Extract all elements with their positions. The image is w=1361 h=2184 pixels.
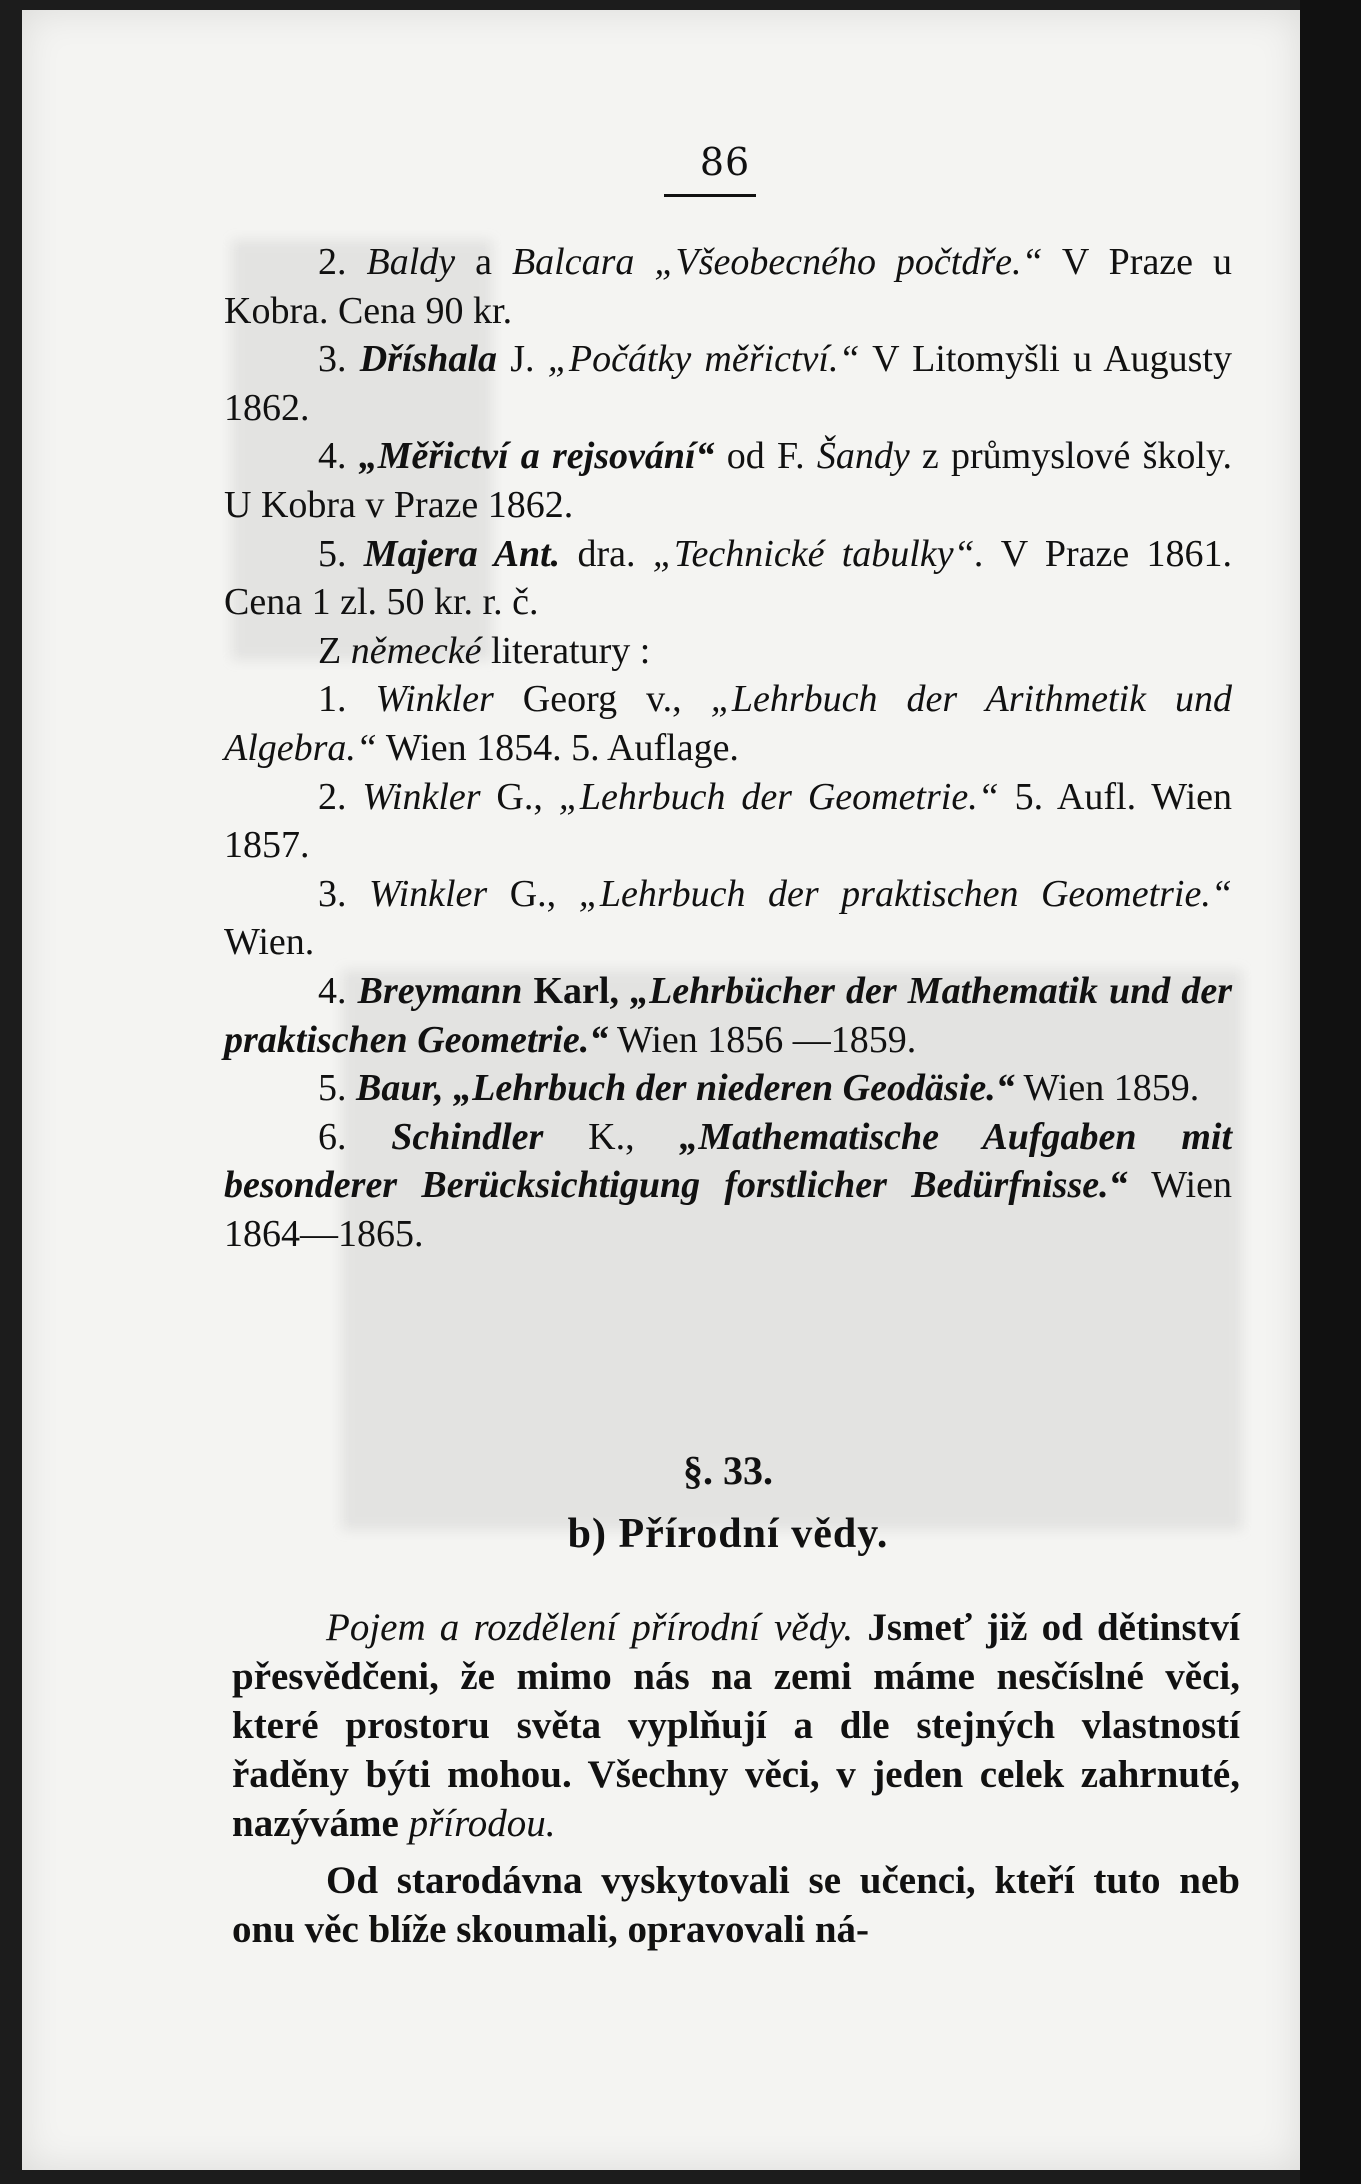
bibliography-entry: 2. Winkler G., „Lehrbuch der Geometrie.“ 5. Aufl. Wien 1857. (224, 775, 1233, 867)
bibliography-entry: 6. Schindler K., „Mathematische Aufgaben mit besonderer Berücksichtigung forstlicher Bedürfnisse.“ Wien 1864—1865. (224, 1115, 1232, 1255)
bibliography-list (224, 238, 1232, 1258)
bibliography-entry: 5. Majera Ant. dra. „Technické tabulky“. V Praze 1861. Cena 1 zl. 50 kr. r. č. (224, 532, 1232, 624)
body-text (232, 1603, 1240, 1962)
section-number: §. 33. (683, 1448, 773, 1493)
bibliography-entry: 1. Winkler Georg v., „Lehrbuch der Arithmetik und Algebra.“ Wien 1854. 5. Auflage. (224, 678, 1232, 769)
bibliography-entry: 4. Breymann Karl, „Lehrbücher der Mathematik und der praktischen Geometrie.“ Wien 1856 —1859. (224, 969, 1233, 1061)
bibliography-entry: 4. „Měřictví a rejsování“ od F. Šandy z průmyslové školy. U Kobra v Praze 1862. (224, 435, 1233, 526)
page-number-underline (664, 194, 756, 197)
paragraph: Od starodávna vyskytovali se učenci, kteří tuto neb onu věc blíže skoumali, opravovali ná- (232, 1859, 1240, 1951)
section-title: b) Přírodní vědy. (567, 1511, 889, 1557)
paragraph: Pojem a rozdělení přírodní vědy. Jsmeť již od dětinství přesvědčeni, že mimo nás na zemi máme nesčíslné věci, které prostoru světa vyplňují a dle stejných vlastností řaděny býti mohou. Všechny věci, v jeden celek zahrnuté, nazýváme přírodou. (232, 1606, 1240, 1845)
scan-edge (1300, 0, 1361, 2184)
bibliography-entry: 3. Dříshala J. „Počátky měřictví.“ V Litomyšli u Augusty 1862. (224, 338, 1232, 429)
german-literature-heading: Z německé literatury : (318, 629, 651, 672)
bibliography-entry: 5. Baur, „Lehrbuch der niederen Geodäsie.“ Wien 1859. (318, 1067, 1200, 1110)
bibliography-entry: 2. Baldy a Balcara „Všeobecného počtdře.“ V Praze u Kobra. Cena 90 kr. (224, 241, 1233, 332)
bibliography-entry: 3. Winkler G., „Lehrbuch der praktischen Geometrie.“ Wien. (224, 872, 1232, 964)
page-number: 86 (699, 140, 751, 184)
